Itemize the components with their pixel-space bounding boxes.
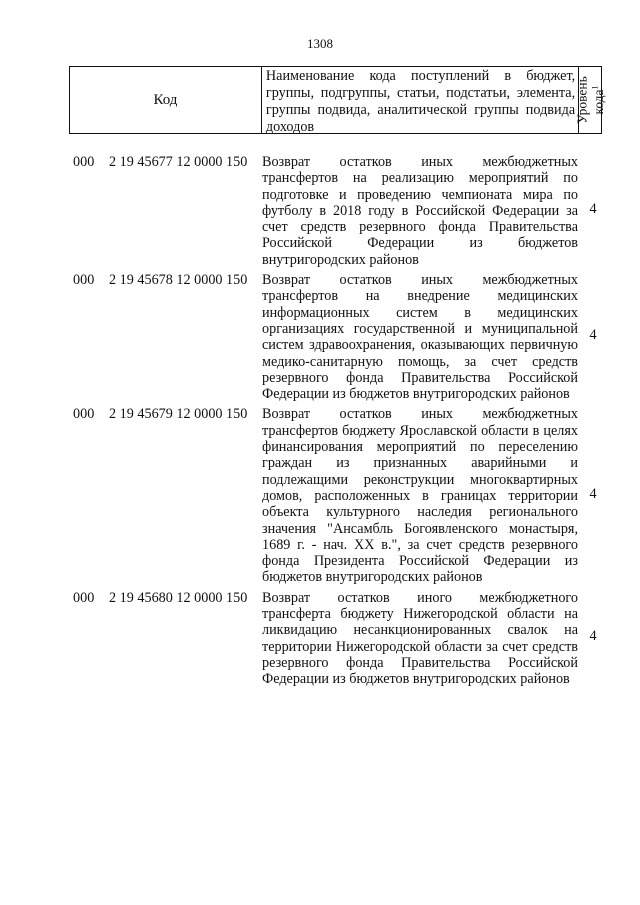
row-name: Возврат остатков иных межбюджетных трансфертов на реализацию мероприятий по подготовке и проведению чемпионата мира по футболу в 2018 году в Российской Федерации за счет средств резервного фонда Правительства Российской Федерации из бюджетов внутригородских районов [262, 154, 578, 268]
row-level [578, 150, 608, 268]
row-name: Возврат остатков иного межбюджетного трансферта бюджету Нижегородской области на ликвидацию несанкционированных свалок на территории Нижегородской области за счет средств резервного фонда Правительства Российской Федерации из бюджетов внутригородских районов [262, 589, 578, 688]
row-code: 2 19 45677 12 0000 150 [109, 154, 248, 170]
row-prefix: 000 [73, 154, 95, 170]
header-level-word-2: кода [590, 89, 606, 115]
row-name: Возврат остатков иных межбюджетных трансфертов на внедрение медицинских информационных систем в медицинских организациях государственной и муниципальной систем здравоохранения, оказывающих первичную медико-санитарную помощь, за счет средств резервного фонда Правительства Российской Федерации из бюджетов внутригородских районов [262, 272, 578, 403]
row-code: 2 19 45680 12 0000 150 [109, 589, 248, 606]
row-prefix: 000 [73, 272, 95, 289]
table-row [73, 150, 613, 268]
header-code-cell [70, 67, 262, 133]
row-name: Возврат остатков иных межбюджетных трансфертов бюджету Ярославской области в целях финансирования мероприятий по переселению граждан из признанных аварийными и подлежащими реконструкции многоквартирных домов, расположенных в границах территории объекта культурного наследия регионального значения "Ансамбль Богоявленского монастыря, 1689 г. - нач. XX в.", за счет средств резервного фонда Президента Российской Федерации из бюджетов внутригородских районов [262, 406, 578, 586]
header-name-cell [262, 67, 579, 133]
row-level-value: 4 [589, 485, 597, 502]
table-row [73, 268, 613, 402]
row-prefix: 000 [73, 406, 95, 423]
row-prefix: 000 [73, 589, 95, 606]
table-header [69, 66, 606, 135]
header-level-cell [574, 67, 606, 133]
row-code: 2 19 45679 12 0000 150 [109, 406, 248, 423]
header-code-label: Код [153, 91, 178, 108]
table-row [73, 402, 613, 585]
row-level [578, 586, 608, 688]
row-level-value: 4 [589, 326, 597, 343]
table-body [73, 150, 613, 688]
row-level-value: 4 [589, 628, 597, 645]
header-name-label: Наименование кода поступлений в бюджет, группы, подгруппы, статьи, подстатьи, элемента, группы подвида, аналитической группы подвида доходов [265, 68, 576, 135]
row-code: 2 19 45678 12 0000 150 [109, 272, 248, 289]
header-level-footnote: 1 [590, 85, 600, 90]
row-level [578, 268, 608, 402]
page-number: 1308 [307, 36, 333, 51]
header-level-label [575, 76, 605, 124]
table-row [73, 586, 613, 688]
header-level-word: Уровень [574, 76, 590, 124]
row-level [578, 402, 608, 585]
row-level-value: 4 [589, 200, 597, 217]
